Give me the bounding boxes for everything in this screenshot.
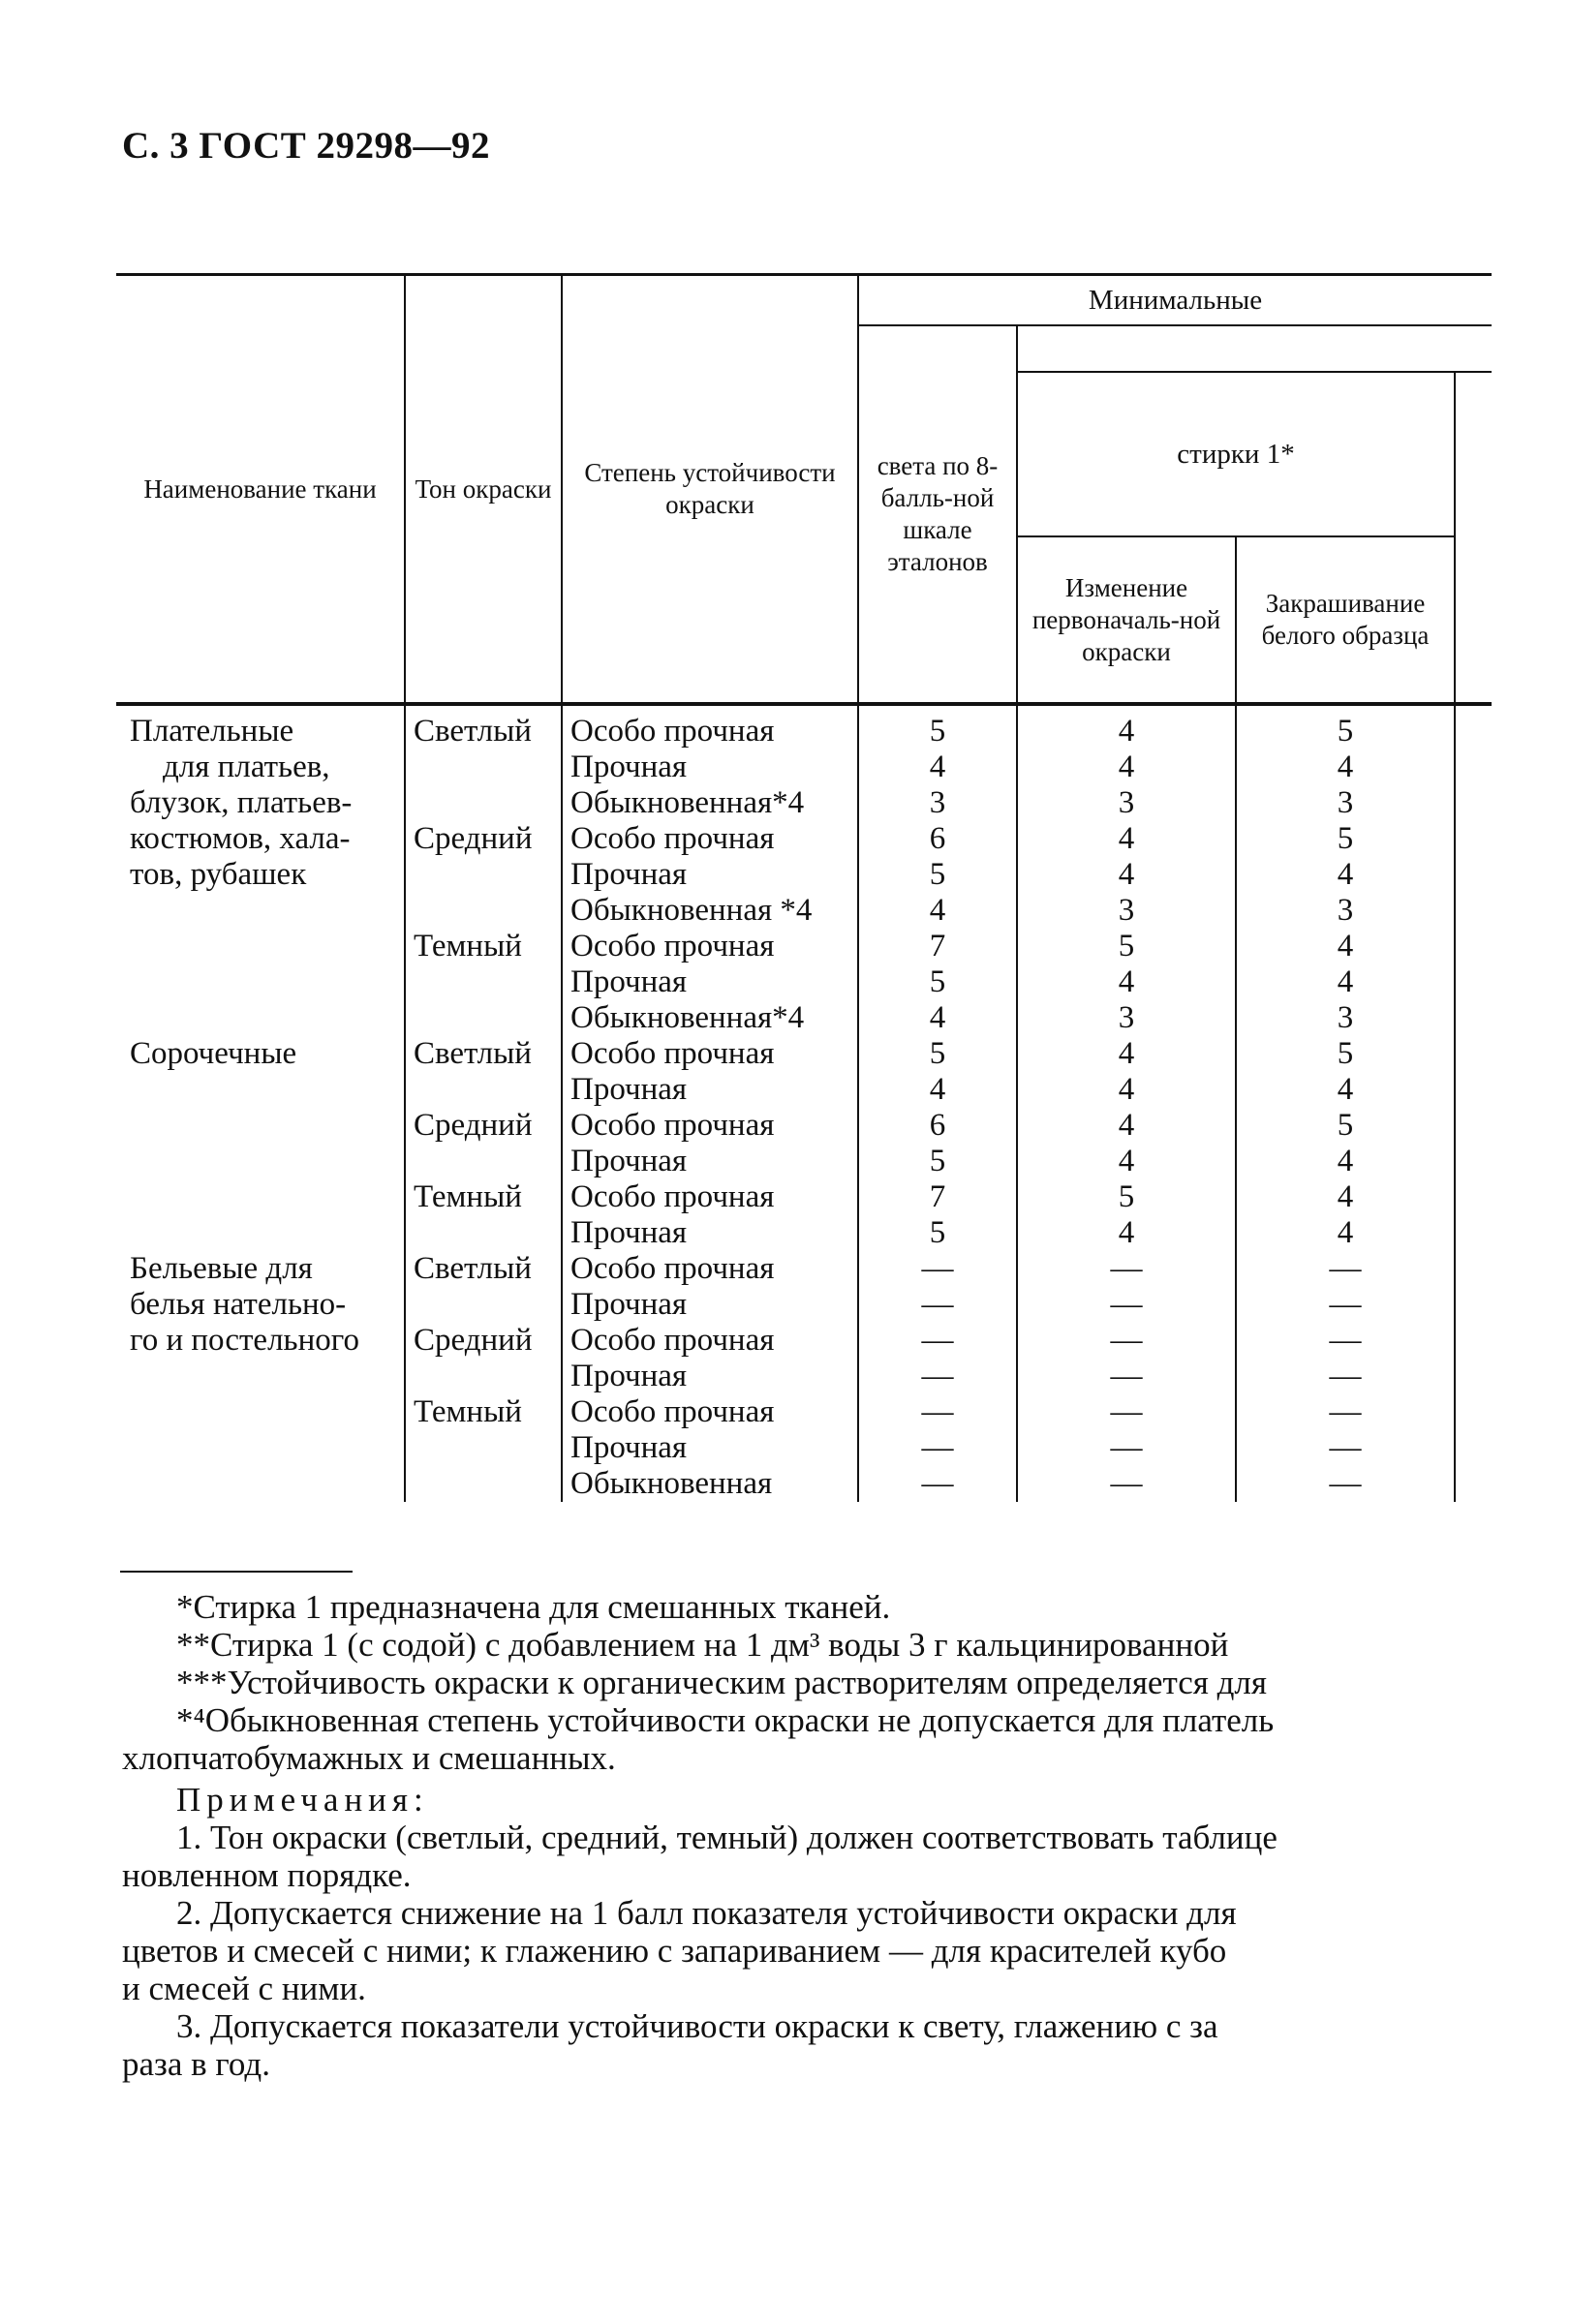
stain-value: 5	[1236, 1036, 1455, 1072]
col-change-header: Изменение первоначаль-ной окраски	[1017, 536, 1236, 704]
continuation-cell	[1455, 1430, 1492, 1466]
fabric-line	[130, 821, 396, 857]
fabric-cell	[116, 1036, 405, 1251]
light-value: —	[858, 1323, 1017, 1359]
degree-cell: Особо прочная	[562, 1323, 858, 1359]
light-value: 5	[858, 964, 1017, 1000]
stain-value: 4	[1236, 1179, 1455, 1215]
fabric-line	[130, 1251, 396, 1287]
change-value: —	[1017, 1251, 1236, 1287]
light-value: 5	[858, 1144, 1017, 1179]
continuation-cell	[1455, 1144, 1492, 1179]
footnote-2: **Стирка 1 (с содой) с добавлением на 1 дм³ воды 3 г кальцинированной	[176, 1626, 1229, 1664]
tone-cell	[405, 1144, 562, 1179]
note-3: 3. Допускается показатели устойчивости окраски к свету, глажению с за	[176, 2007, 1218, 2045]
degree-cell: Особо прочная	[562, 1251, 858, 1287]
change-value: 4	[1017, 1036, 1236, 1072]
change-value: 5	[1017, 1179, 1236, 1215]
note-3-cont: раза в год.	[122, 2045, 270, 2083]
stain-value: —	[1236, 1466, 1455, 1502]
change-value: 3	[1017, 893, 1236, 929]
note-2-cont: цветов и смесей с ними; к глажению с запариванием — для красителей кубо	[122, 1932, 1227, 1970]
continuation-cell	[1455, 893, 1492, 929]
continuation-cell	[1455, 964, 1492, 1000]
change-value: 3	[1017, 785, 1236, 821]
degree-cell: Прочная	[562, 749, 858, 785]
stain-value: 4	[1236, 749, 1455, 785]
continuation-cell	[1455, 1323, 1492, 1359]
fabric-line-text: белья нательно-	[130, 1287, 347, 1322]
stain-value: —	[1236, 1323, 1455, 1359]
light-value: —	[858, 1466, 1017, 1502]
degree-cell: Прочная	[562, 1144, 858, 1179]
table-body	[116, 704, 1492, 1502]
fabric-line	[130, 714, 396, 749]
light-value: 6	[858, 821, 1017, 857]
stain-value: 4	[1236, 929, 1455, 964]
light-value: 3	[858, 785, 1017, 821]
continuation-cell	[1455, 1108, 1492, 1144]
tone-cell	[405, 1466, 562, 1502]
tone-cell: Темный	[405, 1179, 562, 1215]
continuation-cell	[1455, 1359, 1492, 1394]
light-value: 4	[858, 749, 1017, 785]
header-spacer	[1017, 325, 1492, 372]
light-value: 4	[858, 893, 1017, 929]
note-2-cont2: и смесей с ними.	[122, 1970, 366, 2007]
fabric-cell	[116, 704, 405, 1036]
fabric-line	[130, 749, 396, 785]
change-value: —	[1017, 1430, 1236, 1466]
light-value: —	[858, 1251, 1017, 1287]
continuation-cell	[1455, 1072, 1492, 1108]
continuation-cell	[1455, 1215, 1492, 1251]
degree-cell: Особо прочная	[562, 1108, 858, 1144]
degree-cell: Особо прочная	[562, 1179, 858, 1215]
light-value: 5	[858, 1036, 1017, 1072]
fabric-line-text: Сорочечные	[130, 1036, 297, 1071]
tone-cell: Средний	[405, 1108, 562, 1144]
footnote-3: ***Устойчивость окраски к органическим растворителям определяется для	[176, 1664, 1267, 1701]
fabric-line-text: блузок, платьев-	[130, 785, 353, 820]
light-value: 7	[858, 929, 1017, 964]
degree-cell: Прочная	[562, 964, 858, 1000]
degree-cell: Прочная	[562, 1287, 858, 1323]
fabric-line-text: Плательные	[130, 714, 294, 749]
tone-cell	[405, 1215, 562, 1251]
tone-cell	[405, 1287, 562, 1323]
tone-cell: Средний	[405, 1323, 562, 1359]
change-value: —	[1017, 1287, 1236, 1323]
continuation-cell	[1455, 1251, 1492, 1287]
continuation-cell	[1455, 785, 1492, 821]
stain-value: 4	[1236, 1215, 1455, 1251]
degree-cell: Обыкновенная	[562, 1466, 858, 1502]
light-value: 4	[858, 1000, 1017, 1036]
col-tone-header: Тон окраски	[405, 275, 562, 705]
tone-cell: Темный	[405, 929, 562, 964]
fabric-line-text: тов, рубашек	[130, 857, 307, 892]
tone-cell	[405, 857, 562, 893]
fabric-line-text: для платьев,	[163, 749, 330, 784]
continuation-cell	[1455, 929, 1492, 964]
stain-value: 3	[1236, 1000, 1455, 1036]
minimal-header: Минимальные	[858, 275, 1492, 326]
col-light-header: света по 8-балль-ной шкале эталонов	[858, 325, 1017, 704]
degree-cell: Обыкновенная*4	[562, 785, 858, 821]
fabric-cell	[116, 1251, 405, 1502]
degree-cell: Прочная	[562, 1359, 858, 1394]
notes-section	[122, 1588, 1478, 2083]
change-value: —	[1017, 1394, 1236, 1430]
table-row	[116, 704, 1492, 749]
change-value: 4	[1017, 704, 1236, 749]
degree-cell: Особо прочная	[562, 704, 858, 749]
page-header: С. 3 ГОСТ 29298—92	[122, 125, 490, 167]
footnote-4-cont: хлопчатобумажных и смешанных.	[122, 1739, 616, 1777]
fabric-line-text: го и постельного	[130, 1323, 359, 1358]
stain-value: —	[1236, 1251, 1455, 1287]
note-1: 1. Тон окраски (светлый, средний, темный) должен соответствовать таблице	[176, 1819, 1278, 1856]
change-value: 4	[1017, 857, 1236, 893]
degree-cell: Особо прочная	[562, 821, 858, 857]
fabric-line	[130, 1287, 396, 1323]
continuation-cell	[1455, 857, 1492, 893]
light-value: 5	[858, 1215, 1017, 1251]
continuation-cell	[1455, 749, 1492, 785]
fabric-line	[130, 1036, 396, 1072]
tone-cell	[405, 785, 562, 821]
degree-cell: Особо прочная	[562, 1394, 858, 1430]
note-2: 2. Допускается снижение на 1 балл показателя устойчивости окраски для	[176, 1894, 1237, 1932]
tone-cell: Светлый	[405, 1036, 562, 1072]
stain-value: —	[1236, 1430, 1455, 1466]
continuation-cell	[1455, 1466, 1492, 1502]
light-value: 5	[858, 704, 1017, 749]
tone-cell	[405, 749, 562, 785]
stain-value: 5	[1236, 821, 1455, 857]
stain-value: —	[1236, 1359, 1455, 1394]
table-row	[116, 1036, 1492, 1072]
continuation-cell	[1455, 1036, 1492, 1072]
continuation-cell	[1455, 821, 1492, 857]
notes-title: Примечания:	[176, 1781, 429, 1819]
light-value: —	[858, 1359, 1017, 1394]
change-value: 4	[1017, 1144, 1236, 1179]
header-continuation	[1455, 372, 1492, 704]
degree-cell: Обыкновенная*4	[562, 1000, 858, 1036]
stain-value: 5	[1236, 1108, 1455, 1144]
light-value: 7	[858, 1179, 1017, 1215]
continuation-cell	[1455, 1179, 1492, 1215]
change-value: 4	[1017, 749, 1236, 785]
wash-header: стирки 1*	[1017, 372, 1455, 536]
continuation-cell	[1455, 1287, 1492, 1323]
change-value: 4	[1017, 1108, 1236, 1144]
tone-cell	[405, 1359, 562, 1394]
light-value: 5	[858, 857, 1017, 893]
fabric-line-text: костюмов, хала-	[130, 821, 351, 856]
table-row	[116, 1251, 1492, 1287]
stain-value: —	[1236, 1287, 1455, 1323]
change-value: 4	[1017, 1215, 1236, 1251]
degree-cell: Прочная	[562, 1215, 858, 1251]
degree-cell: Прочная	[562, 857, 858, 893]
stain-value: 4	[1236, 857, 1455, 893]
change-value: 4	[1017, 1072, 1236, 1108]
degree-cell: Особо прочная	[562, 1036, 858, 1072]
change-value: 4	[1017, 821, 1236, 857]
stain-value: 4	[1236, 964, 1455, 1000]
footnote-4: *⁴Обыкновенная степень устойчивости окраски не допускается для платель	[176, 1701, 1275, 1739]
light-value: —	[858, 1287, 1017, 1323]
light-value: 6	[858, 1108, 1017, 1144]
tone-cell	[405, 1000, 562, 1036]
degree-cell: Особо прочная	[562, 929, 858, 964]
tone-cell	[405, 1430, 562, 1466]
change-value: —	[1017, 1323, 1236, 1359]
stain-value: —	[1236, 1394, 1455, 1430]
continuation-cell	[1455, 1000, 1492, 1036]
col-fabric-header: Наименование ткани	[116, 275, 405, 705]
footnote-divider	[120, 1571, 353, 1573]
degree-cell: Прочная	[562, 1430, 858, 1466]
tone-cell: Средний	[405, 821, 562, 857]
tone-cell	[405, 893, 562, 929]
tone-cell: Темный	[405, 1394, 562, 1430]
continuation-cell	[1455, 1394, 1492, 1430]
stain-value: 4	[1236, 1144, 1455, 1179]
col-degree-header: Степень устойчивости окраски	[562, 275, 858, 705]
continuation-cell	[1455, 704, 1492, 749]
tone-cell	[405, 964, 562, 1000]
change-value: —	[1017, 1466, 1236, 1502]
tone-cell: Светлый	[405, 1251, 562, 1287]
light-value: —	[858, 1430, 1017, 1466]
change-value: 3	[1017, 1000, 1236, 1036]
tone-cell	[405, 1072, 562, 1108]
change-value: 5	[1017, 929, 1236, 964]
degree-cell: Обыкновенная *4	[562, 893, 858, 929]
fabric-line-text: Бельевые для	[130, 1251, 313, 1286]
fabric-line	[130, 785, 396, 821]
note-1-cont: новленном порядке.	[122, 1856, 412, 1894]
col-stain-header: Закрашивание белого образца	[1236, 536, 1455, 704]
light-value: 4	[858, 1072, 1017, 1108]
fastness-table	[116, 273, 1492, 1502]
tone-cell: Светлый	[405, 704, 562, 749]
change-value: —	[1017, 1359, 1236, 1394]
light-value: —	[858, 1394, 1017, 1430]
degree-cell: Прочная	[562, 1072, 858, 1108]
fabric-line	[130, 857, 396, 893]
footnote-1: *Стирка 1 предназначена для смешанных тканей.	[176, 1588, 891, 1626]
fabric-line	[130, 1323, 396, 1359]
change-value: 4	[1017, 964, 1236, 1000]
stain-value: 3	[1236, 893, 1455, 929]
stain-value: 3	[1236, 785, 1455, 821]
stain-value: 4	[1236, 1072, 1455, 1108]
stain-value: 5	[1236, 704, 1455, 749]
